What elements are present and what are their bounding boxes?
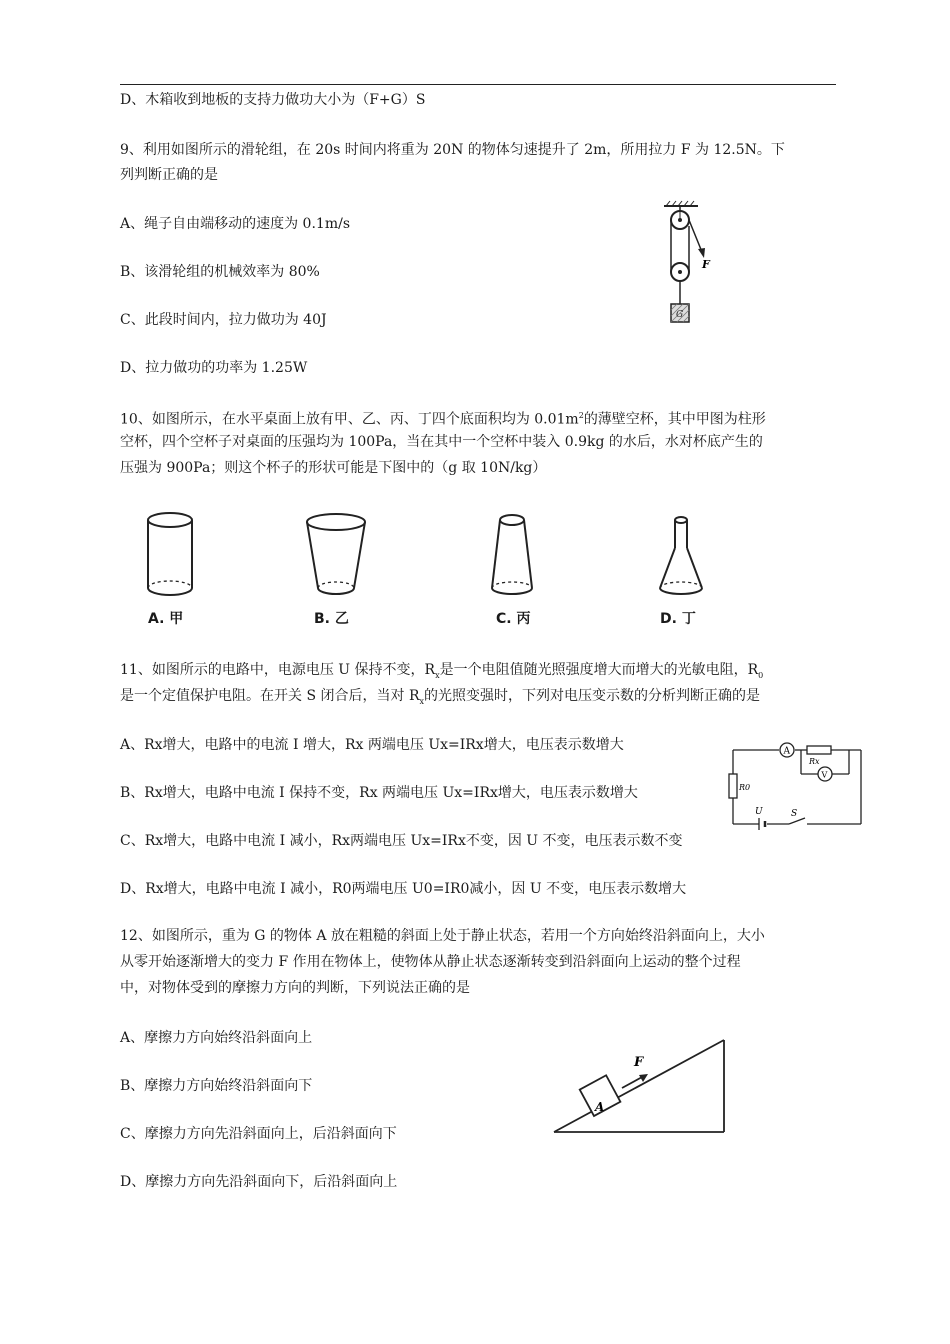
u-label: U	[755, 807, 763, 817]
q12-stem-line2: 从零开始逐渐增大的变力 F 作用在物体上，使物体从静止状态逐渐转变到沿斜面向上运动的整个过程	[120, 954, 741, 970]
q9-stem-line1: 9、利用如图所示的滑轮组，在 20s 时间内将重为 20N 的物体匀速提升了 2m，所用拉力 F 为 12.5N。下	[120, 142, 785, 158]
q9-stem-line2: 列判断正确的是	[120, 167, 218, 183]
q12-option-b: B、摩擦力方向始终沿斜面向下	[120, 1078, 313, 1094]
q11-option-b: B、Rx增大，电路中电流 I 保持不变，Rx 两端电压 Ux=IRx增大，电压表示数增大	[120, 785, 638, 801]
r0-label: R0	[739, 783, 751, 792]
q12-option-d: D、摩擦力方向先沿斜面向下，后沿斜面向上	[120, 1174, 398, 1190]
q12-option-c: C、摩擦力方向先沿斜面向上，后沿斜面向下	[120, 1126, 397, 1142]
q11-option-c: C、Rx增大，电路中电流 I 减小，Rx两端电压 Ux=IRx不变，因 U 不变，电压表示数不变	[120, 833, 683, 849]
voltmeter-label: V	[821, 770, 828, 780]
q9-option-d: D、拉力做功的功率为 1.25W	[120, 360, 308, 376]
q12-option-a: A、摩擦力方向始终沿斜面向上	[120, 1030, 313, 1046]
cup-b-wide-top	[300, 508, 380, 633]
s-label: S	[791, 809, 798, 819]
q9-option-a: A、绳子自由端移动的速度为 0.1m/s	[120, 216, 351, 232]
cup-a-cylinder	[140, 508, 210, 633]
circuit-figure	[725, 740, 870, 835]
q11-stem-line2: 是一个定值保护电阻。在开关 S 闭合后，当对 $R_x$的光照变强时，下列对电压变示数的分析判断正确的是	[120, 688, 760, 706]
force-label-f: F	[634, 1055, 644, 1070]
header-rule	[120, 84, 836, 85]
q12-stem-line1: 12、如图所示，重为 G 的物体 A 放在粗糙的斜面上处于静止状态，若用一个方向始终沿斜面向上，大小	[120, 928, 765, 944]
cup-d-caption: D. 丁	[660, 611, 696, 627]
cup-d-flask	[648, 508, 718, 633]
q12-stem-line3: 中，对物体受到的摩擦力方向的判断，下列说法正确的是	[120, 980, 470, 996]
ammeter-label: A	[783, 746, 790, 757]
cup-c-narrow-top	[482, 508, 552, 633]
cup-b-caption: B. 乙	[314, 611, 349, 627]
q11-stem-line1: 11、如图所示的电路中，电源电压 U 保持不变，$R_x$是一个电阻值随光照强度增大而增大的光敏电阻，$R_0$	[120, 662, 764, 680]
cup-a-caption: A. 甲	[148, 611, 184, 627]
q10-stem-line3: 压强为 900Pa；则这个杯子的形状可能是下图中的（g 取 10N/kg）	[120, 460, 547, 476]
pulley-label-f: F	[702, 258, 710, 271]
q9-option-c: C、此段时间内，拉力做功为 40J	[120, 312, 327, 328]
pulley-figure	[650, 200, 720, 330]
q10-stem-line2: 空杯，四个空杯子对桌面的压强均为 100Pa，当在其中一个空杯中装入 0.9kg 的水后，水对杯底产生的	[120, 434, 763, 450]
block-label-a: A	[595, 1100, 605, 1114]
cup-c-caption: C. 丙	[496, 611, 531, 627]
rx-label: Rx	[809, 757, 820, 766]
q8-option-d: D、木箱收到地板的支持力做功大小为（F+G）S	[120, 92, 426, 108]
q11-option-a: A、Rx增大，电路中的电流 I 增大，Rx 两端电压 Ux=IRx增大，电压表示数增大	[120, 737, 624, 753]
incline-figure	[548, 1036, 728, 1136]
q11-option-d: D、Rx增大，电路中电流 I 减小，R0两端电压 U0=IR0减小，因 U 不变，电压表示数增大	[120, 881, 687, 897]
weight-label-g: G	[676, 310, 684, 320]
q10-stem-line1: 10、如图所示，在水平桌面上放有甲、乙、丙、丁四个底面积均为 $0.01m^2$的薄壁空杯，其中甲图为柱形	[120, 411, 766, 428]
q9-option-b: B、该滑轮组的机械效率为 80%	[120, 264, 320, 280]
